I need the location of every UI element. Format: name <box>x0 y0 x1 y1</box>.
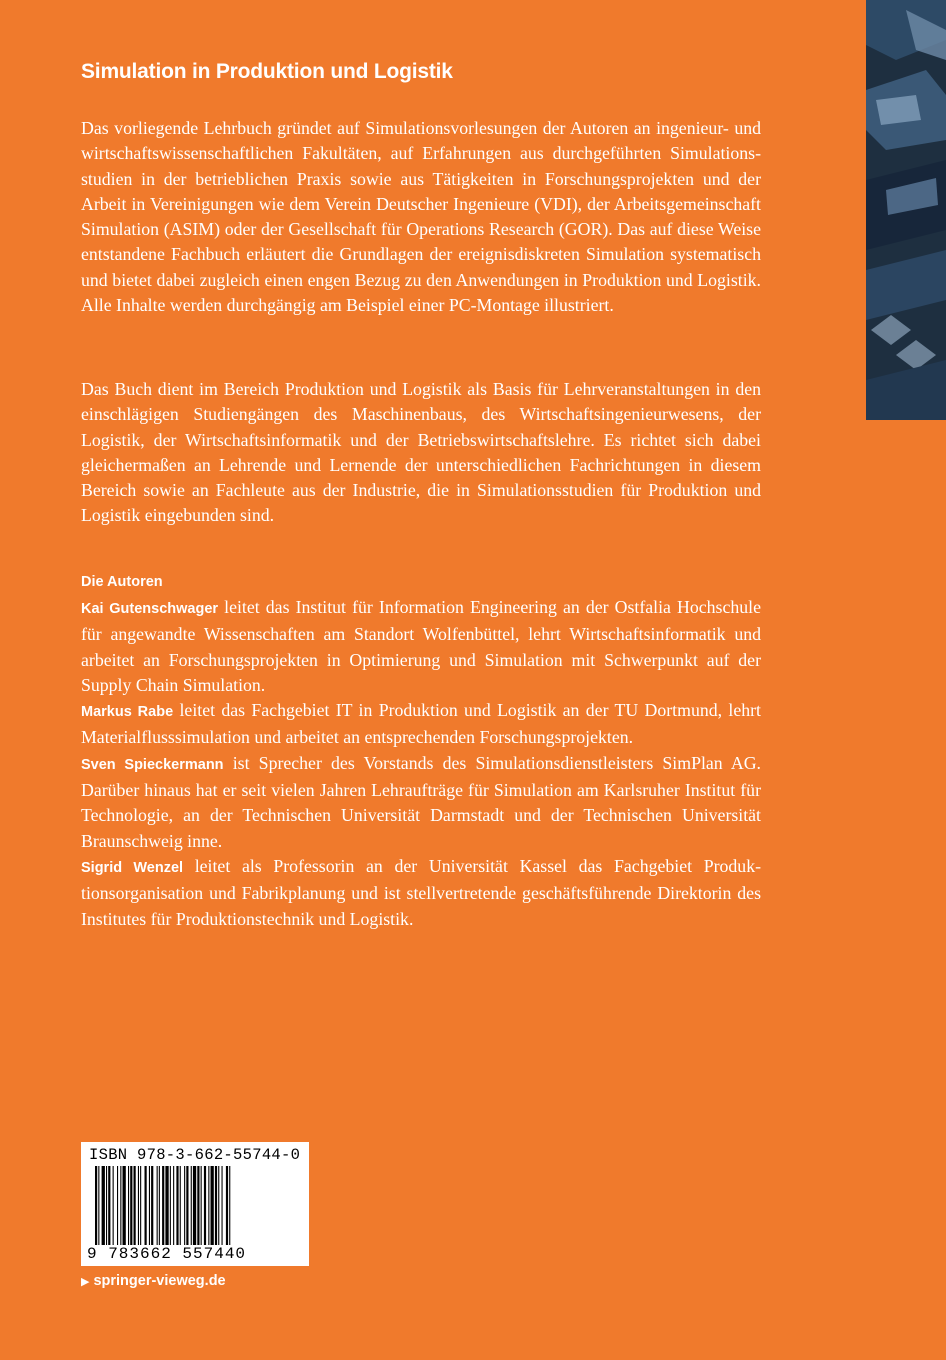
barcode-bar <box>145 1166 147 1252</box>
author-description: ist Sprecher des Vorstands des Simulationsdienstleisters SimPlan AG. Darüber hinaus hat er seit vielen Jahren Lehraufträge für Simulation am Karlsruher Institut für Technologie, an der Technischen Universität Darmstadt und der Technischen Universität Braunschweig inne. <box>81 752 761 851</box>
publisher-website[interactable] <box>81 1273 226 1289</box>
machine-photo-illustration <box>866 0 946 420</box>
barcode-bar <box>211 1166 214 1252</box>
barcode-bar <box>193 1166 196 1252</box>
author-name: Kai Gutenschwager <box>81 601 219 617</box>
author-description: leitet als Professorin an der Universität Kassel das Fachgebiet Produktionsorganisation und Fabrikplanung und ist stellvertretende geschäftsführende Direktorin des Institutes für Produktionstechnik und Logistik. <box>81 855 762 929</box>
barcode-bar <box>123 1166 126 1252</box>
authors-section <box>81 572 761 932</box>
barcode-bar <box>159 1166 160 1252</box>
isbn-label: ISBN 978-3-662-55744-0 <box>89 1146 301 1164</box>
barcode-digits: 9 783662 557440 <box>87 1245 247 1263</box>
description-paragraph-2: Das Buch dient im Bereich Produktion und Logistik als Basis für Lehrveranstaltungen in den einschlägigen Studiengängen des Maschinenbaus, des Wirtschaftsingenieurwesens, der Logistik, der Wirtschaftsinformatik und der Betriebswirtschaftslehre. Es richtet sich dabei gleichermaßen an Lehrende und Lernende der unterschiedlichen Fachrichtungen in diesem Bereich sowie an Fachleute aus der Industrie, die in Simulationsstudien für Produktion und Logistik eingebunden sind. <box>81 379 761 526</box>
barcode-bar <box>218 1166 219 1252</box>
barcode-bar <box>170 1166 171 1252</box>
barcode-bar <box>95 1166 97 1252</box>
description-paragraph-1: Das vorliegende Lehrbuch gründet auf Simulationsvorlesungen der Autoren an ingenieur- und wirtschaftswissenschaftlichen Fakultäten, auf Erfahrungen aus durchgeführten Simulations-studien in der betrieblichen Praxis sowie aus Tätigkeiten in Forschungsprojekten und der Arbeit in Vereinigungen wie dem Verein Deutscher Ingenieure (VDI), der Arbeitsgemeinschaft Simulation (ASIM) oder der Gesellschaft für Operations Research (GOR). Das auf diese Weise entstandene Fachbuch erläutert die Grundlagen der ereignisdiskreten Simulation systematisch und bietet dabei zugleich einen engen Bezug zu den Anwendungen in Produktion und Logistik. Alle Inhalte werden durchgängig am Beispiel einer PC-Montage illustriert. <box>81 118 761 316</box>
barcode-bar <box>201 1166 202 1252</box>
barcode-bar <box>102 1166 105 1252</box>
website-url: springer-vieweg.de <box>93 1273 226 1289</box>
barcode-bar <box>215 1166 217 1252</box>
barcode-bar <box>162 1166 164 1252</box>
barcode-bar <box>197 1166 199 1252</box>
author-bio <box>81 698 761 751</box>
barcode-bar <box>180 1166 181 1252</box>
barcode-bar <box>157 1166 158 1252</box>
barcode-bar <box>173 1166 174 1252</box>
barcode-bar <box>106 1166 107 1252</box>
author-name: Markus Rabe <box>81 704 174 721</box>
cover-photo-strip <box>866 0 946 420</box>
barcode-bar <box>113 1166 114 1252</box>
author-description: leitet das Fachgebiet IT in Produktion und Logistik an der TU Dortmund, lehrt Materialflusssimulation und arbeitet an entsprechenden Forschungsprojekten. <box>81 700 761 748</box>
barcode-bar <box>98 1166 99 1252</box>
authors-heading: Die Autoren <box>81 574 163 590</box>
author-name: Sigrid Wenzel <box>81 859 184 876</box>
author-bio <box>81 751 761 854</box>
barcode-bar <box>117 1166 118 1252</box>
barcode-bar <box>176 1166 178 1252</box>
barcode-bar <box>138 1166 139 1252</box>
barcode-bar <box>204 1166 206 1252</box>
author-description: leitet das Institut für Information Engineering an der Ostfalia Hochschule für angewandte Wissenschaften am Standort Wolfenbüttel, lehrt Wirtschaftsinformatik und arbeitet an Forschungsprojekten in Optimierung und Simulation mit Schwerpunkt auf der Supply Chain Simulation. <box>81 597 761 695</box>
barcode-bar <box>208 1166 209 1252</box>
barcode-bar <box>130 1166 132 1252</box>
triangle-right-icon: ▶ <box>81 1275 90 1288</box>
barcode-bar <box>226 1166 228 1252</box>
barcode-bar <box>128 1166 129 1252</box>
barcode-bar <box>186 1166 188 1252</box>
author-bio <box>81 854 761 932</box>
back-cover-title: Simulation in Produktion und Logistik <box>81 60 453 83</box>
barcode-bar <box>120 1166 121 1252</box>
barcode-bar <box>134 1166 136 1252</box>
author-bio <box>81 595 761 698</box>
barcode-bar <box>140 1166 141 1252</box>
barcode-bar <box>229 1166 230 1252</box>
isbn-barcode <box>81 1142 309 1266</box>
barcode-bar <box>165 1166 168 1252</box>
barcode-bar <box>149 1166 150 1252</box>
barcode-bar <box>151 1166 153 1252</box>
barcode-bar <box>184 1166 185 1252</box>
barcode-bars <box>89 1166 303 1252</box>
author-name: Sven Spieckermann <box>81 756 224 773</box>
barcode-bar <box>222 1166 223 1252</box>
barcode-bar <box>108 1166 110 1252</box>
barcode-bar <box>191 1166 192 1252</box>
